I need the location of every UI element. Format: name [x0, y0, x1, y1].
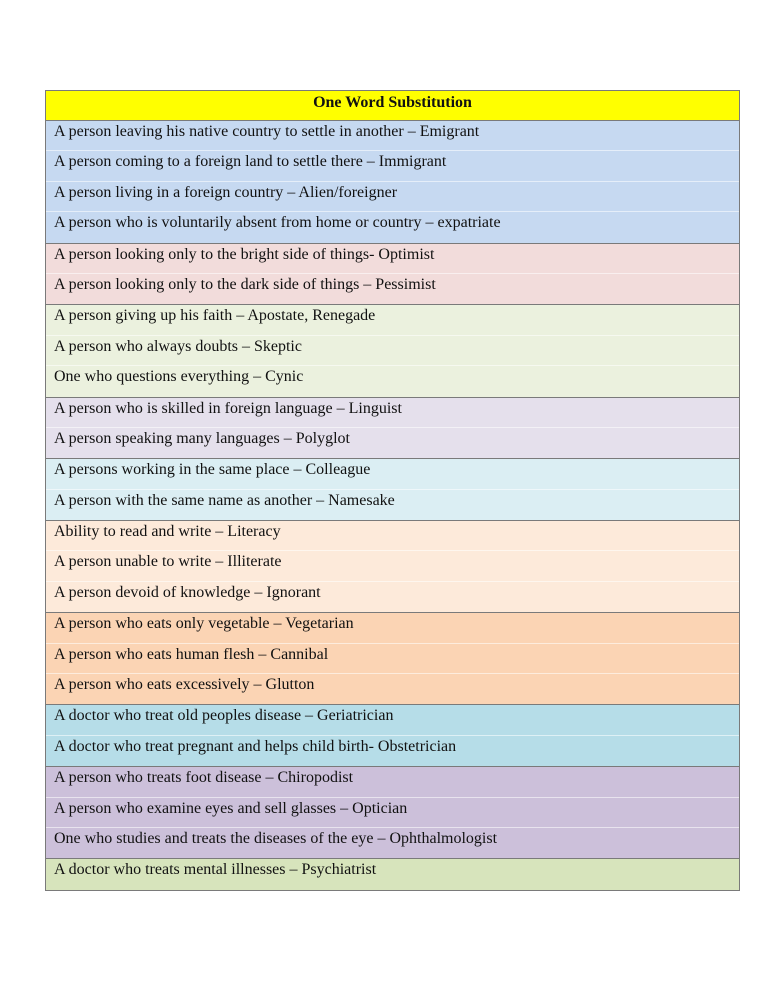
- table-row: A doctor who treats mental illnesses – Psychiatrist: [54, 861, 377, 879]
- table-row: A person leaving his native country to settle in another – Emigrant: [46, 121, 739, 151]
- table-row: A person who is voluntarily absent from home or country – expatriate: [54, 214, 501, 232]
- table-row: A doctor who treat old peoples disease – Geriatrician: [46, 705, 739, 735]
- table-group: [46, 705, 739, 767]
- table-row: A person with the same name as another – Namesake: [54, 491, 395, 509]
- table-row: A person looking only to the dark side of things – Pessimist: [54, 275, 436, 293]
- table-row: A person who always doubts – Skeptic: [46, 336, 739, 366]
- table-row: A person unable to write – Illiterate: [46, 551, 739, 581]
- table-group: [46, 613, 739, 705]
- table-group: [46, 859, 739, 889]
- table-row: A person coming to a foreign land to settle there – Immigrant: [46, 151, 739, 181]
- table-row: A person who eats human flesh – Cannibal: [46, 644, 739, 674]
- table-row: A person giving up his faith – Apostate, Renegade: [46, 305, 739, 335]
- table-row: A persons working in the same place – Colleague: [46, 459, 739, 489]
- table-group: [46, 244, 739, 306]
- table-group: [46, 459, 739, 521]
- table-header: One Word Substitution: [46, 91, 739, 121]
- table-row: A person speaking many languages – Polyglot: [54, 429, 350, 447]
- table-group: [46, 521, 739, 613]
- table-body: [46, 121, 739, 890]
- one-word-substitution-table: [45, 90, 740, 891]
- table-row: A person living in a foreign country – Alien/foreigner: [46, 182, 739, 212]
- table-row: A person looking only to the bright side of things- Optimist: [46, 244, 739, 274]
- table-row: Ability to read and write – Literacy: [46, 521, 739, 551]
- table-row: A person who eats only vegetable – Vegetarian: [46, 613, 739, 643]
- table-row: A person who examine eyes and sell glasses – Optician: [46, 798, 739, 828]
- table-group: [46, 398, 739, 460]
- table-group: [46, 305, 739, 397]
- table-row: A person who treats foot disease – Chiropodist: [46, 767, 739, 797]
- table-row: One who questions everything – Cynic: [54, 368, 304, 386]
- table-row: One who studies and treats the diseases of the eye – Ophthalmologist: [54, 829, 498, 847]
- table-group: [46, 121, 739, 244]
- table-row: A person who eats excessively – Glutton: [54, 676, 315, 694]
- table-row: A person who is skilled in foreign language – Linguist: [46, 398, 739, 428]
- table-row: A person devoid of knowledge – Ignorant: [54, 583, 321, 601]
- table-row: A doctor who treat pregnant and helps child birth- Obstetrician: [54, 737, 457, 755]
- table-group: [46, 767, 739, 859]
